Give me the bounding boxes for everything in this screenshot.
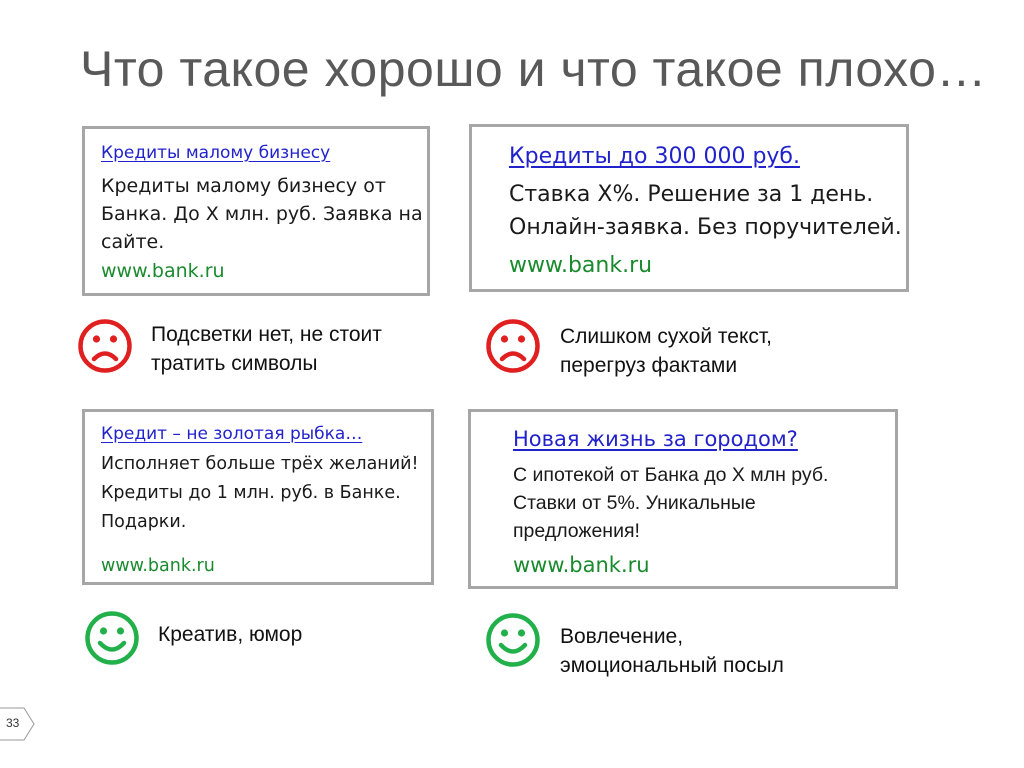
ad-headline[interactable]: Новая жизнь за городом? <box>513 427 798 451</box>
ad-body-line: Кредиты малому бизнесу от <box>101 175 386 197</box>
ad-headline[interactable]: Кредиты до 300 000 руб. <box>509 144 800 169</box>
ad-body-line: Банка. До Х млн. руб. Заявка на <box>101 203 423 225</box>
comment-line: эмоциональный посыл <box>560 654 784 677</box>
verdict-comment <box>560 622 784 680</box>
verdict-comment <box>158 620 302 649</box>
comment-line: перегруз фактами <box>560 354 738 377</box>
ad-url: www.bank.ru <box>513 553 650 577</box>
comment-line: Креатив, юмор <box>158 623 303 646</box>
ad-body-line: предложения! <box>513 520 640 542</box>
ad-body-line: Ставка Х%. Решение за 1 день. <box>509 182 874 207</box>
happy-face-icon <box>485 612 541 668</box>
slide-number-badge <box>0 706 36 742</box>
happy-face-icon <box>84 610 140 666</box>
slide-title: Что такое хорошо и что такое плохо… <box>80 41 987 97</box>
ad-example-1 <box>82 126 430 296</box>
ad-url: www.bank.ru <box>101 260 225 282</box>
comment-line: Слишком сухой текст, <box>560 325 772 348</box>
ad-body-line: Онлайн-заявка. Без поручителей. <box>509 215 902 240</box>
comment-line: Вовлечение, <box>560 625 684 648</box>
ad-body-line: Исполняет больше трёх желаний! <box>101 454 419 474</box>
ad-headline[interactable]: Кредиты малому бизнесу <box>101 143 331 163</box>
ad-url: www.bank.ru <box>509 253 653 278</box>
ad-body-line: Ставки от 5%. Уникальные <box>513 492 756 514</box>
ad-body-line: Кредиты до 1 млн. руб. в Банке. <box>101 483 401 503</box>
ad-body-line: С ипотекой от Банка до Х млн руб. <box>513 464 829 486</box>
ad-example-3 <box>82 409 434 585</box>
verdict-comment <box>560 322 772 380</box>
ad-body-line: сайте. <box>101 231 165 253</box>
sad-face-icon <box>77 318 133 374</box>
sad-face-icon <box>485 318 541 374</box>
ad-url: www.bank.ru <box>101 556 215 576</box>
verdict-comment <box>151 320 382 378</box>
comment-line: Подсветки нет, не стоит <box>151 323 382 346</box>
comment-line: тратить символы <box>151 352 318 375</box>
slide-number: 33 <box>6 716 20 730</box>
ad-example-4 <box>468 409 898 589</box>
ad-headline[interactable]: Кредит – не золотая рыбка… <box>101 424 363 444</box>
ad-example-2 <box>469 124 909 292</box>
ad-body-line: Подарки. <box>101 512 187 532</box>
